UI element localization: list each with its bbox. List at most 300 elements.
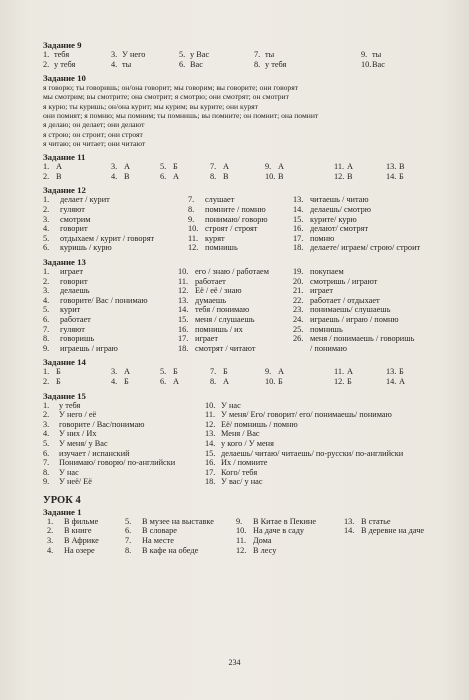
answer-item bbox=[179, 60, 203, 70]
answer-item bbox=[236, 536, 272, 546]
item-answer: В лесу bbox=[253, 545, 277, 555]
answer-item bbox=[344, 526, 424, 536]
item-number: 6. bbox=[160, 376, 167, 386]
item-number: 8. bbox=[125, 545, 132, 555]
item-number: 8. bbox=[43, 334, 50, 344]
item-number: 16. bbox=[293, 224, 304, 234]
item-answer: работает / отдыхает bbox=[310, 295, 380, 305]
answer-grid bbox=[43, 162, 443, 181]
item-number: 7. bbox=[210, 162, 217, 172]
answer-row bbox=[43, 267, 443, 277]
item-answer: работает bbox=[195, 276, 226, 286]
answer-item bbox=[188, 234, 225, 244]
answer-item bbox=[293, 267, 344, 277]
item-answer: помнишь / их bbox=[195, 324, 243, 334]
answer-item bbox=[386, 172, 404, 182]
answer-item bbox=[43, 286, 90, 296]
item-number: 14. bbox=[344, 526, 355, 536]
answer-key bbox=[43, 40, 443, 555]
answer-item bbox=[178, 325, 243, 335]
item-number: 12. bbox=[178, 286, 189, 296]
answer-item bbox=[43, 172, 62, 182]
item-number: 24. bbox=[293, 314, 304, 324]
item-answer: говоришь bbox=[60, 334, 95, 344]
text-line: они помнят; я помню; мы помним; ты помнишь; вы помните; он помнит; она помнит bbox=[43, 111, 319, 121]
item-number: 15. bbox=[293, 214, 304, 224]
answer-item bbox=[188, 215, 268, 225]
item-number: 25. bbox=[293, 324, 304, 334]
item-number: 10. bbox=[236, 526, 247, 536]
answer-item bbox=[43, 468, 79, 478]
item-answer: В словаре bbox=[142, 526, 177, 536]
item-answer: играешь / играю bbox=[60, 343, 118, 353]
answer-row bbox=[43, 429, 443, 439]
item-number: 13. bbox=[344, 516, 355, 526]
answer-row bbox=[43, 296, 443, 306]
item-answer: Б bbox=[124, 376, 129, 386]
answer-item bbox=[293, 195, 369, 205]
answer-item bbox=[43, 277, 88, 287]
item-number: 10. bbox=[178, 267, 189, 277]
answer-item bbox=[205, 429, 260, 439]
answer-item bbox=[293, 234, 334, 244]
item-number: 1. bbox=[43, 400, 50, 410]
answer-item bbox=[334, 162, 353, 172]
item-number: 4. bbox=[43, 295, 50, 305]
item-answer: смотрим bbox=[60, 214, 91, 224]
item-number: 13. bbox=[386, 162, 397, 172]
item-number: 9. bbox=[236, 516, 243, 526]
item-number: 6. bbox=[43, 243, 50, 253]
item-number: 4. bbox=[43, 224, 50, 234]
answer-item bbox=[236, 546, 276, 556]
item-answer: На месте bbox=[142, 536, 174, 546]
item-answer: Б bbox=[173, 162, 178, 172]
item-number: 13. bbox=[293, 195, 304, 205]
answer-grid bbox=[43, 50, 443, 69]
item-number: 18. bbox=[293, 243, 304, 253]
answer-item bbox=[293, 205, 371, 215]
answer-item bbox=[43, 377, 61, 387]
item-number: 3. bbox=[111, 162, 118, 172]
answer-item bbox=[43, 477, 92, 487]
item-number: 20. bbox=[293, 276, 304, 286]
answer-item bbox=[111, 60, 131, 70]
answer-item bbox=[125, 536, 174, 546]
item-number: 14. bbox=[293, 205, 304, 215]
answer-row bbox=[43, 536, 443, 546]
answer-row bbox=[43, 277, 443, 287]
answer-item bbox=[43, 224, 88, 234]
answer-item bbox=[43, 267, 83, 277]
answer-item bbox=[111, 50, 145, 60]
item-answer: куришь / курю bbox=[60, 243, 112, 253]
item-answer: играет bbox=[195, 334, 218, 344]
item-number: 2. bbox=[43, 276, 50, 286]
item-number: 14. bbox=[386, 376, 397, 386]
item-number: 18. bbox=[178, 343, 189, 353]
item-answer: Её / её / знаю bbox=[195, 286, 242, 296]
answer-item bbox=[265, 162, 284, 172]
item-number: 3. bbox=[43, 419, 50, 429]
answer-row bbox=[43, 458, 443, 468]
item-answer: В bbox=[223, 171, 229, 181]
item-number: 9. bbox=[265, 367, 272, 377]
item-number: 3. bbox=[43, 214, 50, 224]
section-title: Задание 13 bbox=[43, 257, 86, 268]
answer-item bbox=[111, 172, 130, 182]
answer-item bbox=[43, 162, 62, 172]
text-line: я строю; он строит; они строят bbox=[43, 129, 143, 139]
answer-item bbox=[43, 344, 118, 354]
item-number: 13. bbox=[178, 295, 189, 305]
answer-row bbox=[43, 172, 443, 182]
item-answer: Б bbox=[278, 376, 283, 386]
item-number: 7. bbox=[210, 367, 217, 377]
item-number: 8. bbox=[43, 467, 50, 477]
answer-item bbox=[160, 367, 178, 377]
item-answer: Б bbox=[347, 376, 352, 386]
item-answer: В кафе на обеде bbox=[142, 545, 199, 555]
item-answer: В bbox=[56, 171, 62, 181]
text-line: я курю; ты куришь; он/она курит; мы курим; вы курите; они курят bbox=[43, 101, 258, 111]
answer-item bbox=[188, 243, 238, 253]
item-answer: думаешь bbox=[195, 295, 226, 305]
item-number: 2. bbox=[47, 526, 54, 536]
answer-item bbox=[111, 367, 130, 377]
answer-item bbox=[344, 517, 391, 527]
item-answer: его / знаю / работаем bbox=[195, 267, 269, 277]
item-number: 17. bbox=[178, 334, 189, 344]
item-number: 18. bbox=[205, 477, 216, 487]
item-number: 2. bbox=[43, 410, 50, 420]
item-answer: А bbox=[347, 367, 353, 377]
item-number: 2. bbox=[43, 376, 50, 386]
item-answer: Б bbox=[56, 376, 61, 386]
answer-grid bbox=[43, 267, 443, 353]
answer-row bbox=[43, 334, 443, 344]
item-number: 15. bbox=[178, 314, 189, 324]
item-answer: Вас bbox=[372, 59, 385, 69]
item-number: 4. bbox=[43, 429, 50, 439]
item-number: 13. bbox=[205, 429, 216, 439]
item-answer: А bbox=[399, 376, 405, 386]
item-answer: помню bbox=[310, 233, 335, 243]
answer-item bbox=[386, 377, 405, 387]
answer-item bbox=[43, 367, 61, 377]
answer-item bbox=[43, 334, 94, 344]
text-line: мы смотрим; вы смотрите; она смотрит; я смотрю; они смотрят; он смотрит bbox=[43, 92, 289, 102]
item-answer: В книге bbox=[64, 526, 92, 536]
item-answer: Кого/ тебя bbox=[221, 467, 258, 477]
item-answer: Б bbox=[56, 367, 61, 377]
answer-grid bbox=[43, 195, 443, 253]
item-answer: Её/ помнишь / помню bbox=[221, 419, 298, 429]
item-answer: Их / помните bbox=[221, 458, 268, 468]
item-answer: А bbox=[223, 162, 229, 172]
item-answer: делаешь/ смотрю bbox=[310, 205, 372, 215]
item-number: 15. bbox=[205, 448, 216, 458]
answer-row bbox=[43, 517, 443, 527]
item-number: 4. bbox=[47, 545, 54, 555]
answer-item bbox=[293, 334, 414, 344]
answer-item bbox=[47, 517, 98, 527]
answer-item bbox=[293, 325, 343, 335]
item-answer: курит bbox=[60, 305, 81, 315]
item-number: 1. bbox=[43, 50, 50, 59]
item-answer: меня / понимаешь / говоришь bbox=[310, 334, 415, 344]
item-number: 22. bbox=[293, 295, 304, 305]
item-answer: Дома bbox=[253, 536, 272, 546]
answer-row bbox=[43, 243, 443, 253]
answer-item bbox=[179, 50, 209, 60]
item-answer: А bbox=[124, 162, 130, 172]
item-number: 6. bbox=[160, 171, 167, 181]
item-answer: У него bbox=[122, 50, 146, 59]
item-answer: помните / помню bbox=[205, 205, 266, 215]
item-number: 9. bbox=[188, 214, 195, 224]
item-number: 13. bbox=[386, 367, 397, 377]
item-number: 23. bbox=[293, 305, 304, 315]
answer-item bbox=[43, 205, 85, 215]
answer-row bbox=[43, 234, 443, 244]
item-answer: работает bbox=[60, 314, 91, 324]
item-number: 3. bbox=[111, 50, 118, 59]
item-number: 2. bbox=[43, 171, 50, 181]
item-answer: у тебя bbox=[59, 400, 81, 410]
answer-row bbox=[43, 60, 443, 70]
item-answer: Б bbox=[173, 367, 178, 377]
item-number: 19. bbox=[293, 267, 304, 277]
answer-item bbox=[293, 305, 390, 315]
item-answer: говорите/ Вас / понимаю bbox=[60, 295, 148, 305]
item-number: 4. bbox=[111, 376, 118, 386]
answer-item bbox=[43, 234, 154, 244]
answer-item bbox=[47, 536, 99, 546]
item-answer: В музее на выставке bbox=[142, 516, 214, 526]
answer-item bbox=[125, 546, 198, 556]
item-answer: ты bbox=[372, 50, 382, 59]
item-answer: В Китае в Пекине bbox=[253, 516, 317, 526]
answer-item bbox=[43, 439, 108, 449]
item-number: 1. bbox=[43, 162, 50, 172]
item-number: 5. bbox=[179, 50, 186, 59]
item-number: 7. bbox=[43, 324, 50, 334]
item-answer: смотришь / играют bbox=[310, 276, 378, 286]
item-number: 11. bbox=[236, 536, 247, 546]
item-number: 3. bbox=[47, 536, 54, 546]
answer-item bbox=[43, 215, 91, 225]
answer-row bbox=[43, 344, 443, 354]
item-answer: делаешь bbox=[60, 286, 90, 296]
answer-row bbox=[43, 546, 443, 556]
item-answer: читаешь / читаю bbox=[310, 195, 369, 205]
answer-item bbox=[43, 195, 110, 205]
item-answer: А bbox=[278, 162, 284, 172]
answer-item bbox=[293, 344, 347, 354]
item-number: 5. bbox=[160, 367, 167, 377]
lesson-title: УРОК 4 bbox=[43, 494, 81, 506]
item-number: 5. bbox=[160, 162, 167, 172]
answer-item bbox=[210, 162, 229, 172]
answer-row bbox=[43, 315, 443, 325]
answer-row bbox=[43, 195, 443, 205]
text-line: я делаю; он делает; они делают bbox=[43, 120, 145, 130]
item-answer: у кого / У меня bbox=[221, 438, 274, 448]
item-answer: Вас bbox=[190, 59, 203, 69]
answer-row bbox=[43, 468, 443, 478]
conjugation-paragraph bbox=[43, 83, 443, 148]
answer-item bbox=[160, 172, 179, 182]
section-title: Задание 1 bbox=[43, 506, 82, 517]
text-line: я говорю; ты говоришь; он/она говорит; мы говорим; вы говорите; они говорят bbox=[43, 83, 299, 93]
item-answer: У них / Их bbox=[59, 429, 97, 439]
item-answer: курят bbox=[205, 233, 225, 243]
item-number: 11. bbox=[334, 367, 345, 377]
answer-item bbox=[205, 477, 263, 487]
item-answer: В bbox=[347, 171, 353, 181]
item-answer: А bbox=[223, 376, 229, 386]
item-answer: На озере bbox=[64, 545, 95, 555]
answer-item bbox=[111, 162, 130, 172]
answer-item bbox=[188, 224, 257, 234]
answer-item bbox=[43, 401, 80, 411]
answer-item bbox=[205, 449, 403, 459]
item-number: 10. bbox=[188, 224, 199, 234]
item-number: 8. bbox=[210, 376, 217, 386]
item-answer: ты bbox=[122, 59, 132, 69]
answer-item bbox=[178, 267, 269, 277]
answer-item bbox=[386, 162, 405, 172]
item-answer: строят / строят bbox=[205, 224, 258, 234]
answer-item bbox=[293, 277, 377, 287]
item-number: 9. bbox=[43, 477, 50, 487]
item-number: 16. bbox=[178, 324, 189, 334]
item-answer: гуляют bbox=[60, 324, 85, 334]
item-number: 26. bbox=[293, 334, 304, 344]
answer-row bbox=[43, 305, 443, 315]
answer-item bbox=[334, 172, 353, 182]
item-number: 12. bbox=[334, 171, 345, 181]
item-number: 1. bbox=[47, 516, 54, 526]
item-number: 5. bbox=[43, 233, 50, 243]
answer-item bbox=[205, 401, 241, 411]
item-answer: смотрят / читают bbox=[195, 343, 256, 353]
item-answer: играет bbox=[60, 267, 83, 277]
item-answer: тебя / понимаю bbox=[195, 305, 250, 315]
answer-item bbox=[210, 172, 229, 182]
item-answer: у тебя bbox=[265, 59, 287, 69]
answer-item bbox=[178, 334, 218, 344]
item-answer: Меня / Вас bbox=[221, 429, 260, 439]
answer-item bbox=[205, 458, 267, 468]
item-answer: гуляют bbox=[60, 205, 85, 215]
item-answer: говорит bbox=[60, 224, 88, 234]
item-answer: У меня/ Его/ говорит/ его/ понимаешь/ понимаю bbox=[221, 410, 392, 420]
answer-item bbox=[188, 195, 234, 205]
answer-item bbox=[160, 162, 178, 172]
item-number: 14. bbox=[205, 438, 216, 448]
answer-item bbox=[178, 315, 255, 325]
item-answer: делаете/ играем/ строю/ строит bbox=[310, 243, 421, 253]
item-answer: А bbox=[56, 162, 62, 172]
answer-item bbox=[293, 296, 380, 306]
answer-item bbox=[178, 296, 226, 306]
answer-item bbox=[361, 50, 381, 60]
item-number: 17. bbox=[293, 233, 304, 243]
item-number: 8. bbox=[210, 171, 217, 181]
item-number: 5. bbox=[125, 516, 132, 526]
item-answer: помнишь bbox=[205, 243, 238, 253]
item-number: 12. bbox=[205, 419, 216, 429]
answer-item bbox=[188, 205, 266, 215]
item-answer: В деревне на даче bbox=[361, 526, 425, 536]
item-answer: отдыхаем / курит / говорят bbox=[60, 233, 155, 243]
item-answer: говорите / Вас/понимаю bbox=[59, 419, 145, 429]
answer-row bbox=[43, 325, 443, 335]
item-answer: ты bbox=[265, 50, 275, 59]
answer-row bbox=[43, 286, 443, 296]
answer-item bbox=[43, 50, 69, 60]
answer-item bbox=[254, 60, 286, 70]
answer-item bbox=[293, 243, 420, 253]
answer-row bbox=[43, 162, 443, 172]
item-answer: У него / её bbox=[59, 410, 97, 420]
item-number: 9. bbox=[265, 162, 272, 172]
answer-item bbox=[160, 377, 179, 387]
item-answer: Б bbox=[399, 171, 404, 181]
item-number: 11. bbox=[205, 410, 216, 420]
answer-item bbox=[205, 468, 257, 478]
item-answer: В Африке bbox=[64, 536, 99, 546]
item-number: 4. bbox=[111, 171, 118, 181]
section-title: Задание 10 bbox=[43, 73, 86, 84]
item-number: 7. bbox=[188, 195, 195, 205]
item-answer: делают/ смотрят bbox=[310, 224, 369, 234]
answer-grid bbox=[43, 401, 443, 487]
answer-item bbox=[43, 410, 96, 420]
item-number: 6. bbox=[43, 448, 50, 458]
item-answer: Б bbox=[399, 367, 404, 377]
item-number: 11. bbox=[178, 276, 189, 286]
item-answer: тебя bbox=[54, 50, 70, 59]
answer-item bbox=[43, 325, 85, 335]
section-title: Задание 9 bbox=[43, 40, 82, 50]
answer-item bbox=[43, 60, 75, 70]
answer-row bbox=[43, 215, 443, 225]
answer-item bbox=[265, 172, 284, 182]
item-answer: В статье bbox=[361, 516, 391, 526]
item-number: 2. bbox=[43, 205, 50, 215]
answer-item bbox=[43, 315, 91, 325]
item-number: 3. bbox=[43, 286, 50, 296]
answer-item bbox=[236, 517, 316, 527]
item-number: 14. bbox=[386, 171, 397, 181]
answer-row bbox=[43, 420, 443, 430]
item-answer: А bbox=[347, 162, 353, 172]
answer-item bbox=[334, 377, 352, 387]
item-number: 11. bbox=[334, 162, 345, 172]
item-answer: А bbox=[124, 367, 130, 377]
item-answer: В bbox=[124, 171, 130, 181]
item-answer: На даче в саду bbox=[253, 526, 305, 536]
item-answer: В bbox=[399, 162, 405, 172]
answer-item bbox=[43, 305, 80, 315]
item-answer: играет bbox=[310, 286, 333, 296]
item-number: 2. bbox=[43, 59, 50, 69]
item-number: 9. bbox=[361, 50, 368, 59]
answer-item bbox=[361, 60, 385, 70]
